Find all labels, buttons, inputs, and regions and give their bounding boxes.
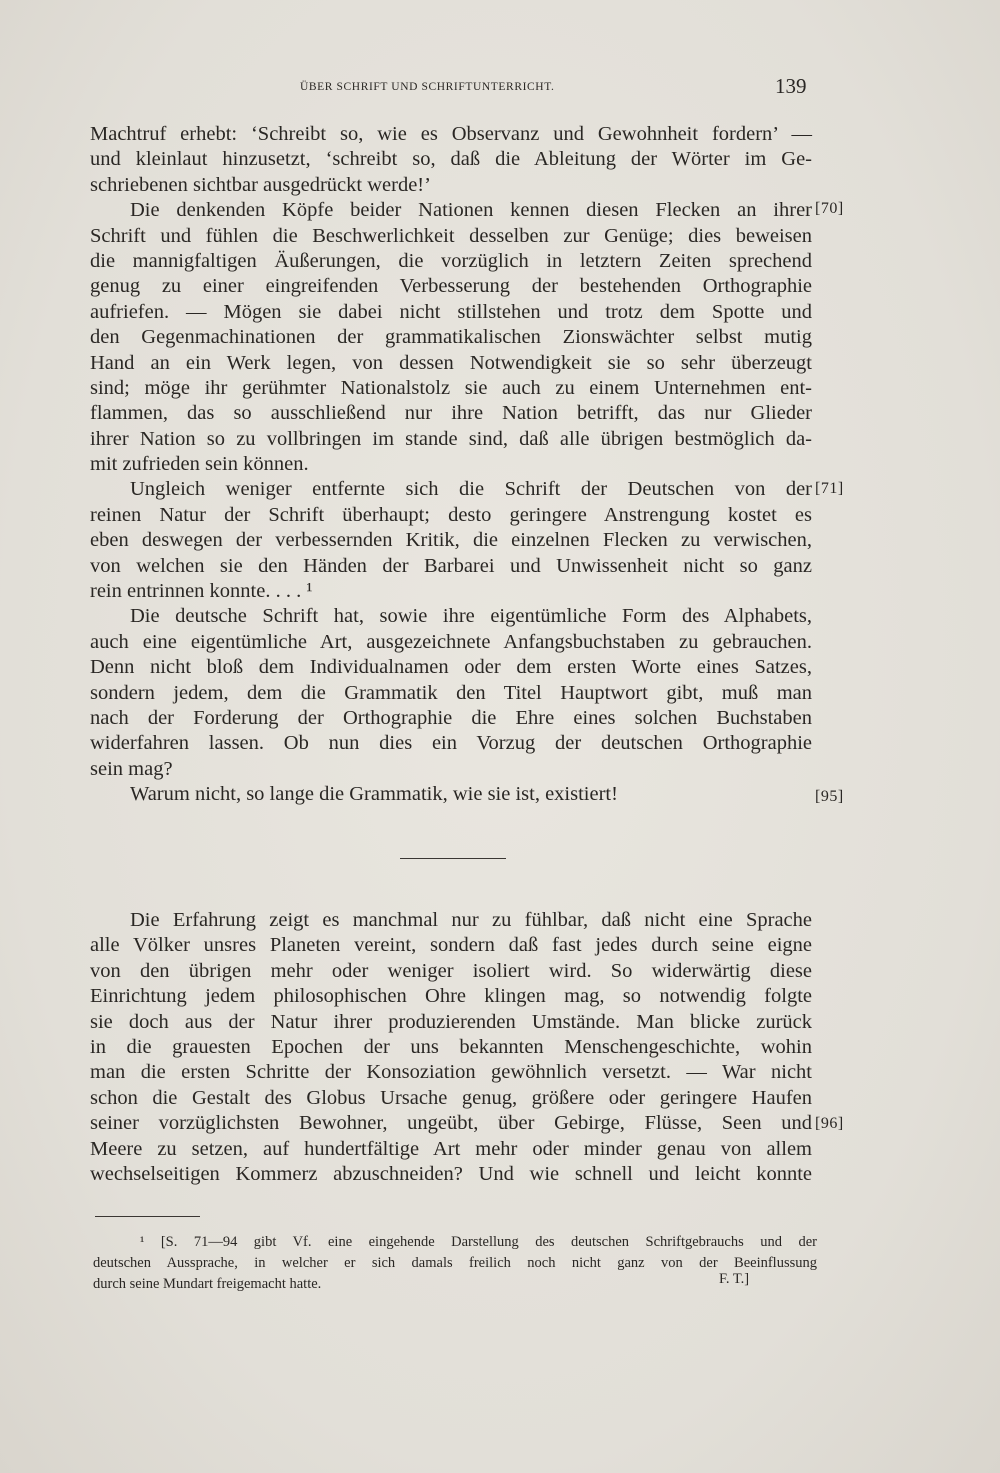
text-line: sondern jedem, dem die Grammatik den Titel Hauptwort gibt, muß man bbox=[90, 681, 812, 704]
text-line: reinen Natur der Schrift überhaupt; desto geringere Anstrengung kostet es bbox=[90, 503, 812, 526]
text-line: genug zu einer eingreifenden Verbesserung der bestehenden Orthographie bbox=[90, 275, 812, 298]
text-line: die mannigfaltigen Äußerungen, die vorzüglich in letztern Zeiten sprechend bbox=[90, 249, 812, 272]
text-line: alle Völker unsres Planeten vereint, sondern daß fast jedes durch seine eigne bbox=[90, 934, 812, 957]
text-line: seiner vorzüglichsten Bewohner, ungeübt, über Gebirge, Flüsse, Seen und bbox=[90, 1112, 812, 1135]
text-line: nach der Forderung der Orthographie die Ehre eines solchen Buchstaben bbox=[90, 706, 812, 729]
text-line: mit zufrieden sein können. bbox=[90, 453, 309, 476]
text-line: schon die Gestalt des Globus Ursache genug, größere oder geringere Haufen bbox=[90, 1086, 812, 1109]
text-line: und kleinlaut hinzusetzt, ‘schreibt so, daß die Ableitung der Wörter im Ge- bbox=[90, 148, 812, 171]
text-line: Denn nicht bloß dem Individualnamen oder dem ersten Worte eines Satzes, bbox=[90, 656, 812, 679]
section-divider bbox=[400, 858, 506, 859]
margin-note: [96] bbox=[815, 1115, 844, 1132]
text-line: ihrer Nation so zu vollbringen im stande sind, daß alle übrigen bestmöglich da- bbox=[90, 427, 812, 450]
text-line: Die Erfahrung zeigt es manchmal nur zu fühlbar, daß nicht eine Sprache bbox=[130, 909, 812, 931]
body-text-lower bbox=[90, 908, 812, 1187]
text-line: Warum nicht, so lange die Grammatik, wie sie ist, existiert! bbox=[130, 783, 618, 806]
text-line: Die deutsche Schrift hat, sowie ihre eigentümliche Form des Alphabets, bbox=[130, 605, 812, 628]
text-line: Machtruf erhebt: ‘Schreibt so, wie es Observanz und Gewohnheit fordern’ — bbox=[90, 123, 812, 145]
text-line: rein entrinnen konnte. . . . ¹ bbox=[90, 580, 313, 603]
margin-note: [70] bbox=[815, 200, 844, 217]
text-line: Ungleich weniger entfernte sich die Schrift der Deutschen von der bbox=[130, 478, 812, 501]
text-line: Einrichtung jedem philosophischen Ohre klingen mag, so notwendig folgte bbox=[90, 985, 812, 1008]
text-line: Hand an ein Werk legen, von dessen Notwendigkeit sie so sehr überzeugt bbox=[90, 351, 812, 374]
text-line: sein mag? bbox=[90, 757, 173, 780]
text-line: man die ersten Schritte der Konsoziation gewöhnlich versetzt. — War nicht bbox=[90, 1061, 812, 1084]
margin-note: [95] bbox=[815, 788, 844, 805]
text-line: widerfahren lassen. Ob nun dies ein Vorzug der deutschen Orthographie bbox=[90, 732, 812, 755]
footnote-line: deutschen Aussprache, in welcher er sich damals freilich noch nicht ganz von der Beeinflussung bbox=[93, 1255, 817, 1271]
text-line: von den übrigen mehr oder weniger isoliert wird. So widerwärtig diese bbox=[90, 959, 812, 982]
text-line: flammen, das so ausschließend nur ihre Nation betrifft, das nur Glieder bbox=[90, 402, 812, 425]
text-line: Schrift und fühlen die Beschwerlichkeit desselben zur Genüge; dies beweisen bbox=[90, 224, 812, 247]
text-line: eben deswegen der verbessernden Kritik, die einzelnen Flecken zu verwischen, bbox=[90, 529, 812, 552]
footnote-line: ¹ [S. 71—94 gibt Vf. eine eingehende Darstellung des deutschen Schriftgebrauchs und der bbox=[140, 1234, 817, 1250]
running-header: ÜBER SCHRIFT UND SCHRIFTUNTERRICHT. bbox=[300, 81, 555, 93]
margin-note: [71] bbox=[815, 480, 844, 497]
text-line: schriebenen sichtbar ausgedrückt werde!’ bbox=[90, 173, 431, 196]
footnote-divider bbox=[95, 1216, 200, 1217]
footnote bbox=[93, 1232, 817, 1295]
text-line: Die denkenden Köpfe beider Nationen kennen diesen Flecken an ihrer bbox=[130, 199, 812, 222]
text-line: auch eine eigentümliche Art, ausgezeichnete Anfangsbuchstaben zu gebrauchen. bbox=[90, 630, 812, 653]
text-line: wechselseitigen Kommerz abzuschneiden? Und wie schnell und leicht konnte bbox=[90, 1162, 812, 1185]
text-line: sie doch aus der Natur ihrer produzierenden Umstände. Man blicke zurück bbox=[90, 1010, 812, 1033]
text-line: den Gegenmachinationen der grammatikalischen Zionswächter selbst mutig bbox=[90, 326, 812, 349]
page-number: 139 bbox=[775, 74, 807, 98]
text-line: von welchen sie den Händen der Barbarei und Unwissenheit nicht so ganz bbox=[90, 554, 812, 577]
footnote-line: durch seine Mundart freigemacht hatte. bbox=[93, 1276, 322, 1292]
body-text-upper bbox=[90, 122, 812, 808]
text-line: in die grauesten Epochen der uns bekannten Menschengeschichte, wohin bbox=[90, 1035, 812, 1058]
footnote-signature: F. T.] bbox=[719, 1271, 750, 1287]
text-line: Meere zu setzen, auf hundertfältige Art mehr oder minder genau von allem bbox=[90, 1137, 812, 1160]
text-line: sind; möge ihr gerühmter Nationalstolz sie auch zu einem Unternehmen ent- bbox=[90, 376, 812, 399]
text-line: aufriefen. — Mögen sie dabei nicht stillstehen und trotz dem Spotte und bbox=[90, 300, 812, 323]
